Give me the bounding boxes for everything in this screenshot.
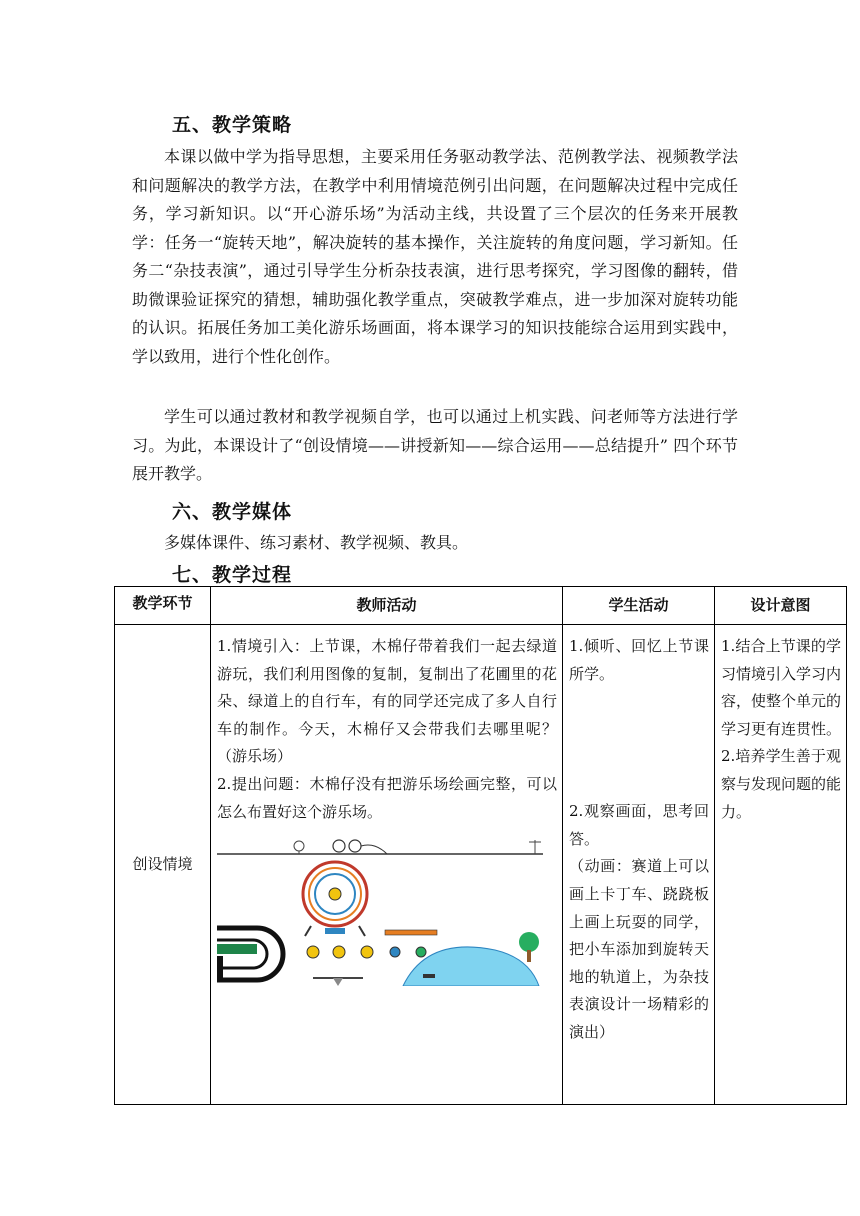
header-student: 学生活动 [563, 587, 715, 625]
header-teacher: 教师活动 [211, 587, 563, 625]
strategy-paragraph-1: 本课以做中学为指导思想，主要采用任务驱动教学法、范例教学法、视频教学法和问题解决的教学方法，在教学中利用情境范例引出问题，在问题解决过程中完成任务，学习新知识。以“开心游乐场”为活动主线，共设置了三个层次的任务来开展教学：任务一“旋转天地”，解决旋转的基本操作，关注旋转的角度问题，学习新知。任务二“杂技表演”，通过引导学生分析杂技表演，进行思考探究，学习图像的翻转，借助微课验证探究的猜想，辅助强化教学重点，突破教学难点，进一步加深对旋转功能的认识。拓展任务加工美化游乐场画面，将本课学习的知识技能综合运用到实践中，学以致用，进行个性化创作。 [132, 147, 738, 366]
media-paragraph: 多媒体课件、练习素材、教学视频、教具。 [164, 533, 469, 552]
table-row [115, 625, 847, 1105]
teaching-process-table [114, 586, 847, 1105]
student-activity-cell [563, 625, 715, 1105]
teacher-activity-2: 2.提出问题：木棉仔没有把游乐场绘画完整，可以怎么布置好这个游乐场。 [217, 774, 557, 821]
design-intent-cell [715, 625, 847, 1105]
header-intent: 设计意图 [715, 587, 847, 625]
section-heading-media: 六、教学媒体 [172, 501, 293, 523]
student-activity-2: 2.观察画面，思考回答。 [569, 802, 709, 848]
student-activity-1: 1.倾听、回忆上节课所学。 [569, 637, 709, 683]
strategy-paragraph-2: 学生可以通过教材和教学视频自学，也可以通过上机实践、问老师等方法进行学习。为此，本课设计了“创设情境——讲授新知——综合运用——总结提升” 四个环节展开教学。 [132, 407, 738, 483]
section-heading-strategy: 五、教学策略 [172, 114, 293, 136]
header-stage: 教学环节 [115, 587, 211, 625]
table-header-row [115, 587, 847, 625]
teacher-activity-1: 1.情境引入：上节课，木棉仔带着我们一起去绿道游玩，我们利用图像的复制，复制出了花圃里的花朵、绿道上的自行车，有的同学还完成了多人自行车的制作。今天，木棉仔又会带我们去哪里呢？（游乐场） [217, 637, 557, 766]
section-heading-process: 七、教学过程 [172, 564, 293, 586]
amusement-park-illustration [217, 836, 543, 986]
teacher-activity-cell [211, 625, 563, 1105]
student-activity-3: （动画：赛道上可以画上卡丁车、跷跷板上画上玩耍的同学，把小车添加到旋转天地的轨道上，为杂技表演设计一场精彩的演出） [569, 857, 709, 1041]
design-intent-2: 2.培养学生善于观察与发现问题的能力。 [721, 747, 842, 821]
design-intent-1: 1.结合上节课的学习情境引入学习内容，使整个单元的学习更有连贯性。 [721, 637, 842, 738]
stage-cell: 创设情境 [115, 625, 211, 1105]
